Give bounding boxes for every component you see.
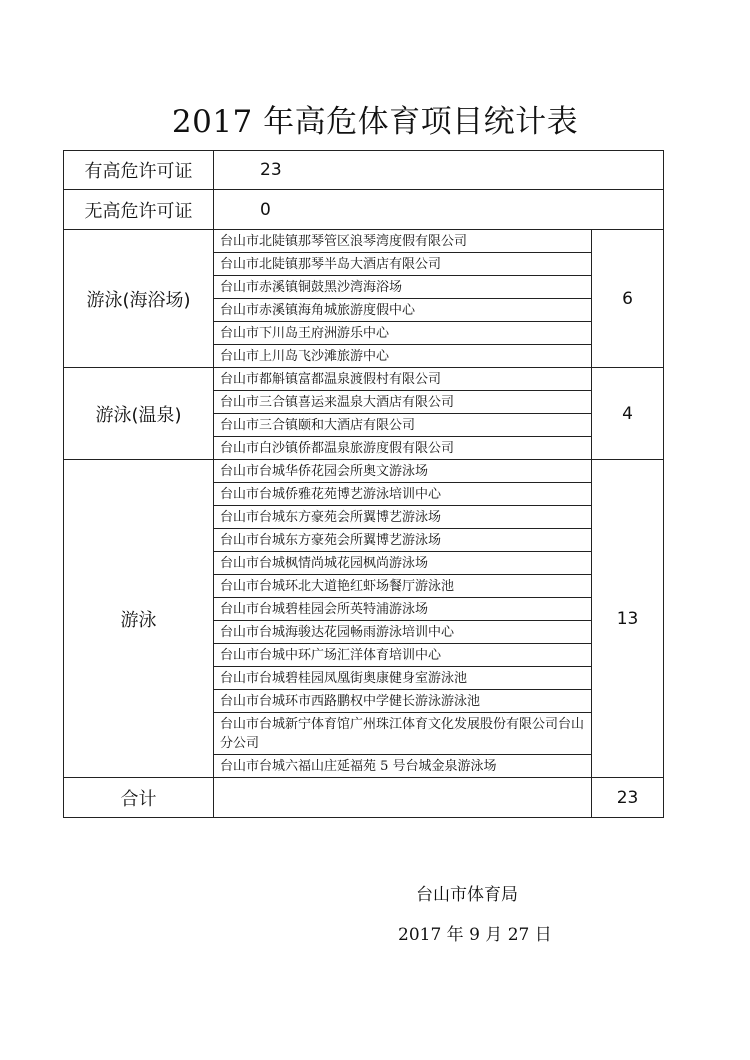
venue-list [214,460,592,778]
table-row [64,151,664,190]
group-category: 游泳(温泉) [64,368,214,460]
venue-item: 台山市台城华侨花园会所奥文游泳场 [214,460,591,483]
venue-item: 台山市台城六福山庄延福苑 5 号台城金泉游泳场 [220,759,497,774]
venue-item: 台山市台城环市西路鹏权中学健长游泳游泳池 [214,690,591,713]
group-row-sea-bath [64,230,664,368]
issue-date: 2017 年 9 月 27 日 [398,925,552,945]
venue-item: 台山市北陡镇那琴半岛大酒店有限公司 [214,253,591,276]
venue-item: 台山市三合镇喜运来温泉大酒店有限公司 [214,391,591,414]
venue-item: 台山市台城侨雅花苑博艺游泳培训中心 [214,483,591,506]
venue-item: 台山市台城环北大道艳红虾场餐厅游泳池 [214,575,591,598]
group-count: 13 [592,460,664,778]
venue-item: 台山市台城新宁体育馆广州珠江体育文化发展股份有限公司台山分公司 [214,713,591,755]
total-empty-cell [214,778,592,818]
venue-item: 台山市上川岛飞沙滩旅游中心 [220,349,390,364]
venue-item: 台山市台城东方豪苑会所翼博艺游泳场 [214,506,591,529]
total-label: 合计 [64,778,214,818]
venue-item: 台山市台城枫情尚城花园枫尚游泳场 [214,552,591,575]
venue-item: 台山市台城中环广场汇洋体育培训中心 [214,644,591,667]
venue-item: 台山市都斛镇富都温泉渡假村有限公司 [214,368,591,391]
venue-item: 台山市台城碧桂园会所英特浦游泳场 [214,598,591,621]
group-row-hot-spring [64,368,664,460]
venue-item: 台山市三合镇颐和大酒店有限公司 [214,414,591,437]
venue-list [214,230,592,368]
table-row [64,190,664,230]
venue-list [214,368,592,460]
page-title: 2017 年高危体育项目统计表 [171,104,579,140]
venue-item: 台山市台城海骏达花园畅雨游泳培训中心 [214,621,591,644]
venue-item: 台山市赤溪镇铜鼓黑沙湾海浴场 [214,276,591,299]
stats-table [63,150,664,818]
venue-item: 台山市赤溪镇海角城旅游度假中心 [214,299,591,322]
group-count: 6 [592,230,664,368]
issuing-organization: 台山市体育局 [416,885,518,905]
total-row [64,778,664,818]
group-category: 游泳 [64,460,214,778]
row-value-with-permit: 23 [214,151,664,190]
venue-item: 台山市北陡镇那琴管区浪琴湾度假有限公司 [214,230,591,253]
row-label-without-permit: 无高危许可证 [64,190,214,230]
group-row-swimming [64,460,664,778]
total-value: 23 [592,778,664,818]
row-value-without-permit: 0 [214,190,664,230]
group-count: 4 [592,368,664,460]
group-category: 游泳(海浴场) [64,230,214,368]
venue-item: 台山市台城碧桂园凤凰街奥康健身室游泳池 [214,667,591,690]
row-label-with-permit: 有高危许可证 [64,151,214,190]
venue-item: 台山市下川岛王府洲游乐中心 [214,322,591,345]
venue-item: 台山市台城东方豪苑会所翼博艺游泳场 [214,529,591,552]
venue-item: 台山市白沙镇侨都温泉旅游度假有限公司 [220,441,455,456]
